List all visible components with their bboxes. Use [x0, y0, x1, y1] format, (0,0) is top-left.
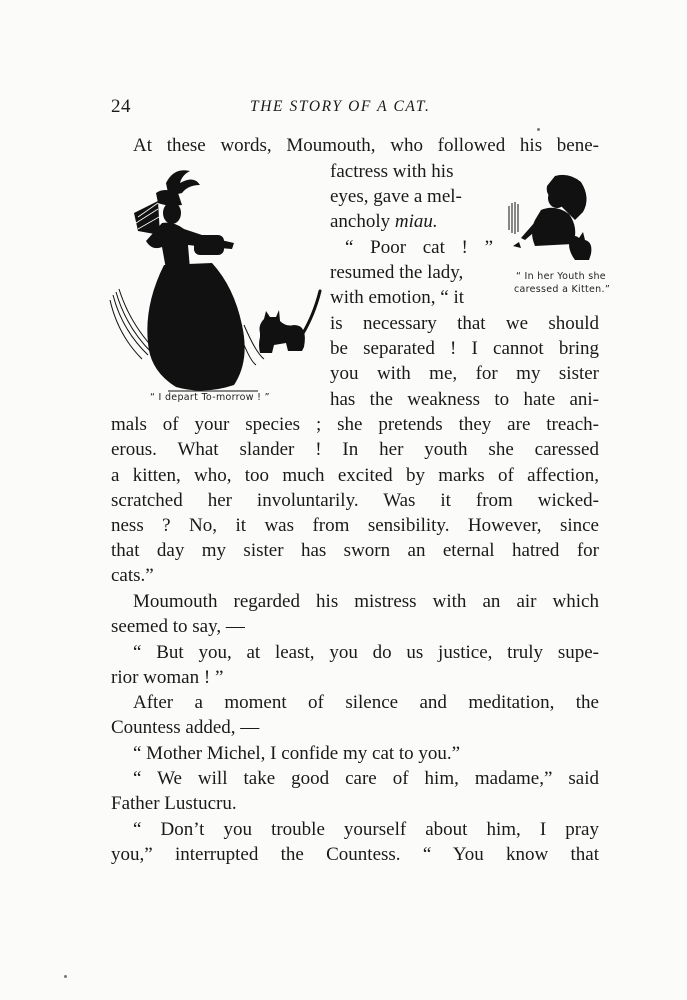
- text-line: After a moment of silence and meditation, the: [133, 692, 599, 713]
- text-line: At these words, Moumouth, who followed his bene-: [133, 135, 599, 156]
- text-line: factress with his: [330, 161, 454, 182]
- text-line: scratched her involuntarily. Was it from wicked-: [111, 490, 599, 511]
- text-line: rior woman ! ”: [111, 667, 224, 688]
- text-line: [330, 209, 438, 235]
- text-line: you,” interrupted the Countess. “ You know that: [111, 844, 599, 865]
- text-line: that day my sister has sworn an eternal hatred for: [111, 540, 599, 561]
- text-line: a kitten, who, too much excited by marks of affection,: [111, 465, 599, 486]
- text-line: is necessary that we should: [330, 313, 599, 334]
- right-illustration-caption-line-1: “ In her Youth she: [516, 271, 606, 282]
- text-line: mals of your species ; she pretends they are treach-: [111, 414, 599, 435]
- text-line: resumed the lady,: [330, 262, 464, 283]
- page-number: 24: [111, 96, 131, 117]
- text-line: “ Don’t you trouble yourself about him, I pray: [133, 819, 599, 840]
- text-line: ness ? No, it was from sensibility. However, since: [111, 515, 599, 536]
- text-line: Moumouth regarded his mistress with an air which: [133, 591, 599, 612]
- girl-silhouette-illustration: [505, 172, 601, 264]
- text-span: ancholy: [330, 211, 395, 232]
- text-line: you with me, for my sister: [330, 363, 599, 384]
- paper-speck: [64, 975, 67, 978]
- paper-speck: [537, 128, 540, 131]
- text-line: “ We will take good care of him, madame,” said: [133, 768, 599, 789]
- text-line: “ Poor cat ! ”: [345, 237, 493, 258]
- running-head: THE STORY OF A CAT.: [250, 98, 431, 115]
- text-line: erous. What slander ! In her youth she caressed: [111, 439, 599, 460]
- italic-word: miau.: [394, 211, 438, 232]
- text-line: eyes, gave a mel-: [330, 186, 462, 207]
- text-line: cats.”: [111, 565, 154, 586]
- text-line: be separated ! I cannot bring: [330, 338, 599, 359]
- text-line: with emotion, “ it: [330, 287, 465, 308]
- text-line: Countess added, —: [111, 717, 260, 738]
- text-line: seemed to say, —: [111, 616, 245, 637]
- left-illustration-caption: “ I depart To-morrow ! ”: [150, 392, 270, 403]
- right-illustration-caption-line-2: caressed a Kitten.”: [514, 284, 611, 295]
- lady-silhouette-illustration: [108, 165, 323, 397]
- text-line: “ Mother Michel, I confide my cat to you.”: [133, 743, 461, 764]
- text-line: has the weakness to hate ani-: [330, 389, 599, 410]
- text-line: “ But you, at least, you do us justice, truly supe-: [133, 642, 599, 663]
- text-line: Father Lustucru.: [111, 793, 237, 814]
